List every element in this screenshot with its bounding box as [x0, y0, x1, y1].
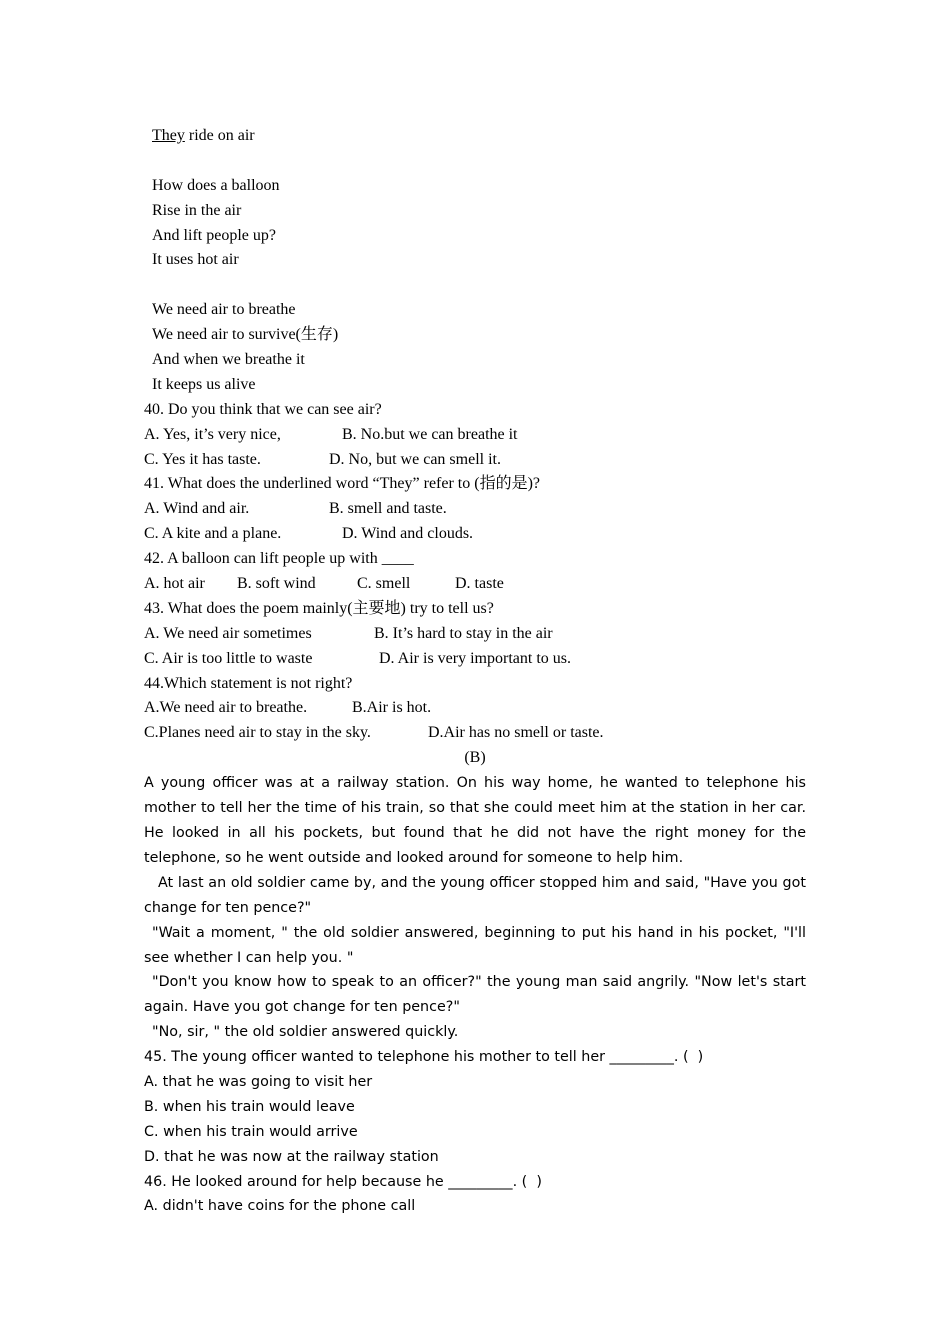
poem-line: Rise in the air — [152, 201, 242, 219]
poem-line: We need air to survive(生存) — [152, 326, 339, 344]
options-row — [144, 647, 806, 672]
option-a: A. Yes, it’s very nice, — [144, 425, 281, 443]
options-row — [144, 572, 806, 597]
question-stem-44: 44.Which statement is not right? — [144, 674, 353, 692]
options-row — [144, 497, 806, 522]
passage-paragraph: At last an old soldier came by, and the young officer stopped him and said, "Have you got change for ten pence?" — [144, 874, 806, 916]
option-c: C. when his train would arrive — [144, 1123, 358, 1140]
option-b: B. It’s hard to stay in the air — [374, 624, 553, 642]
options-row — [144, 448, 806, 473]
stanza-gap — [144, 149, 806, 174]
options-row — [144, 522, 806, 547]
questions-part-a — [144, 398, 806, 771]
option-a: A.We need air to breathe. — [144, 699, 308, 717]
stanza-gap — [144, 273, 806, 298]
poem-line: And lift people up? — [152, 226, 276, 244]
poem-line-text: ride on air — [184, 127, 255, 144]
question-stem-42: 42. A balloon can lift people up with ____ — [144, 550, 414, 568]
option-b: B. No.but we can breathe it — [342, 425, 518, 443]
passage-paragraph: "Wait a moment, " the old soldier answered, beginning to put his hand in his pocket, "I'll see whether I can help you. " — [144, 924, 806, 966]
poem — [144, 124, 806, 398]
poem-line: And when we breathe it — [152, 351, 305, 369]
option-d: D.Air has no smell or taste. — [428, 724, 604, 742]
question-stem-40: 40. Do you think that we can see air? — [144, 400, 382, 418]
question-stem-45: 45. The young officer wanted to telephone his mother to tell her _________. ( ) — [144, 1049, 704, 1066]
option-a: A. Wind and air. — [144, 500, 250, 518]
poem-line: How does a balloon — [152, 176, 280, 194]
poem-line: It keeps us alive — [152, 375, 256, 393]
question-stem-41: 41. What does the underlined word “They” refer to (指的是)? — [144, 475, 541, 493]
option-c: C. smell — [357, 575, 411, 593]
poem-line: We need air to breathe — [152, 301, 296, 319]
option-a: A. We need air sometimes — [144, 624, 312, 642]
option-a: A. hot air — [144, 575, 205, 593]
option-d: D. Air is very important to us. — [379, 649, 571, 667]
document-page — [144, 124, 806, 1219]
options-row — [144, 622, 806, 647]
question-stem-46: 46. He looked around for help because he _________. ( ) — [144, 1173, 542, 1190]
option-d: D. Wind and clouds. — [342, 525, 474, 543]
section-heading-b: (B) — [464, 749, 486, 767]
options-row — [144, 696, 806, 721]
option-c: C. Air is too little to waste — [144, 649, 313, 667]
option-b: B. when his train would leave — [144, 1098, 355, 1115]
option-c: C. A kite and a plane. — [144, 525, 282, 543]
option-b: B. smell and taste. — [329, 500, 447, 518]
underlined-word: They — [152, 127, 185, 144]
passage-paragraph: "No, sir, " the old soldier answered quickly. — [152, 1024, 459, 1041]
poem-line: It uses hot air — [152, 251, 239, 269]
question-stem-43: 43. What does the poem mainly(主要地) try to tell us? — [144, 599, 494, 617]
passage-b — [144, 771, 806, 1219]
option-c: C.Planes need air to stay in the sky. — [144, 724, 371, 742]
passage-paragraph: "Don't you know how to speak to an officer?" the young man said angrily. "Now let's start again. Have you got change for ten pence?" — [144, 974, 806, 1016]
option-a: A. didn't have coins for the phone call — [144, 1198, 416, 1215]
option-d: D. No, but we can smell it. — [329, 450, 501, 468]
option-a: A. that he was going to visit her — [144, 1074, 373, 1091]
option-d: D. taste — [455, 575, 504, 593]
option-b: B.Air is hot. — [352, 699, 432, 717]
poem-line — [144, 124, 806, 149]
option-d: D. that he was now at the railway station — [144, 1148, 439, 1165]
options-row — [144, 721, 806, 746]
passage-paragraph: A young officer was at a railway station. On his way home, he wanted to telephone his mother to tell her the time of his train, so that she could meet him at the station in her car. He looked in all his pockets, but found that he did not have the right money for the telephone, so he went outside and looked around for someone to help him. — [144, 775, 806, 866]
options-row — [144, 423, 806, 448]
option-b: B. soft wind — [237, 575, 316, 593]
option-c: C. Yes it has taste. — [144, 450, 261, 468]
